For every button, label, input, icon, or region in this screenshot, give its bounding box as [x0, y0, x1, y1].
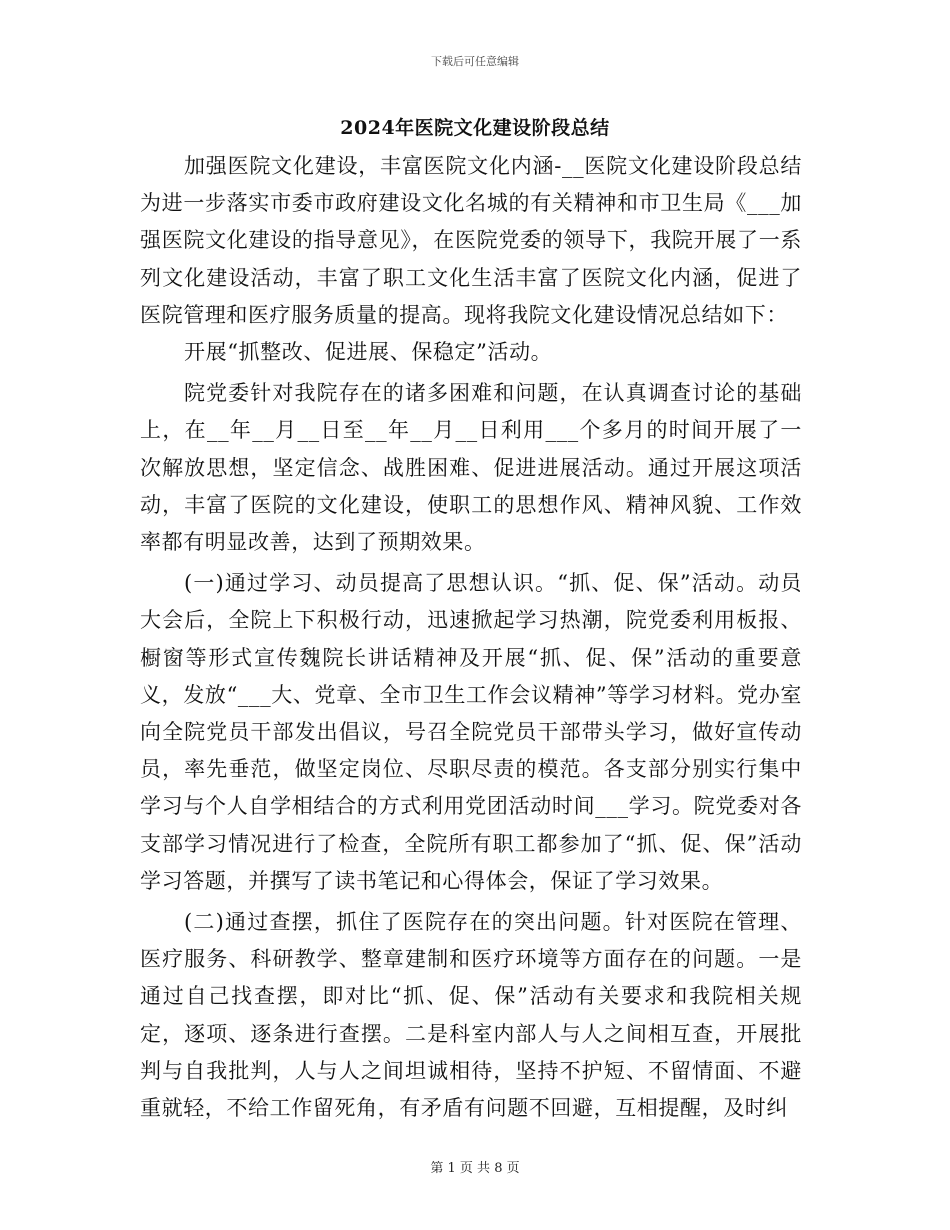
paragraph-intro: 加强医院文化建设，丰富医院文化内涵-__医院文化建设阶段总结为进一步落实市委市政府建设文化名城的有关精神和市卫生局《___加强医院文化建设的指导意见》，在医院党委的领导下，我院开展了一系列文化建设活动，丰富了职工文化生活丰富了医院文化内涵，促进了医院管理和医疗服务质量的提高。现将我院文化建设情况总结如下：	[140, 154, 802, 327]
document-body	[140, 148, 802, 1127]
document-title: 2024年医院文化建设阶段总结	[340, 117, 610, 139]
header-note: 下载后可任意编辑	[431, 55, 519, 68]
page-number-footer: 第 1 页 共 8 页	[430, 1161, 520, 1176]
paragraph-activity-heading: 开展“抓整改、促进展、保稳定”活动。	[184, 340, 553, 365]
paragraph-section-one: (一)通过学习、动员提高了思想认识。“抓、促、保”活动。动员大会后，全院上下积极行动，迅速掀起学习热潮，院党委利用板报、橱窗等形式宣传魏院长讲话精神及开展“抓、促、保”活动的重要意义，发放“___大、党章、全市卫生工作会议精神”等学习材料。党办室向全院党员干部发出倡议，号召全院党员干部带头学习，做好宣传动员，率先垂范，做坚定岗位、尽职尽责的模范。各支部分别实行集中学习与个人自学相结合的方式利用党团活动时间___学习。院党委对各支部学习情况进行了检查，全院所有职工都参加了“抓、促、保”活动学习答题，并撰写了读书笔记和心得体会，保证了学习效果。	[140, 571, 802, 893]
paragraph-activity-overview: 院党委针对我院存在的诸多困难和问题，在认真调查讨论的基础上，在__年__月__日至__年__月__日利用___个多月的时间开展了一次解放思想，坚定信念、战胜困难、促进进展活动。通过开展这项活动，丰富了医院的文化建设，使职工的思想作风、精神风貌、工作效率都有明显改善，达到了预期效果。	[140, 381, 802, 555]
paragraph-section-two: (二)通过查摆，抓住了医院存在的突出问题。针对医院在管理、医疗服务、科研教学、整章建制和医疗环境等方面存在的问题。一是通过自己找查摆，即对比“抓、促、保”活动有关要求和我院相关规定，逐项、逐条进行查摆。二是科室内部人与人之间相互查，开展批判与自我批判，人与人之间坦诚相待，坚持不护短、不留情面、不避重就轻，不给工作留死角，有矛盾有问题不回避，互相提醒，及时纠	[140, 910, 802, 1121]
